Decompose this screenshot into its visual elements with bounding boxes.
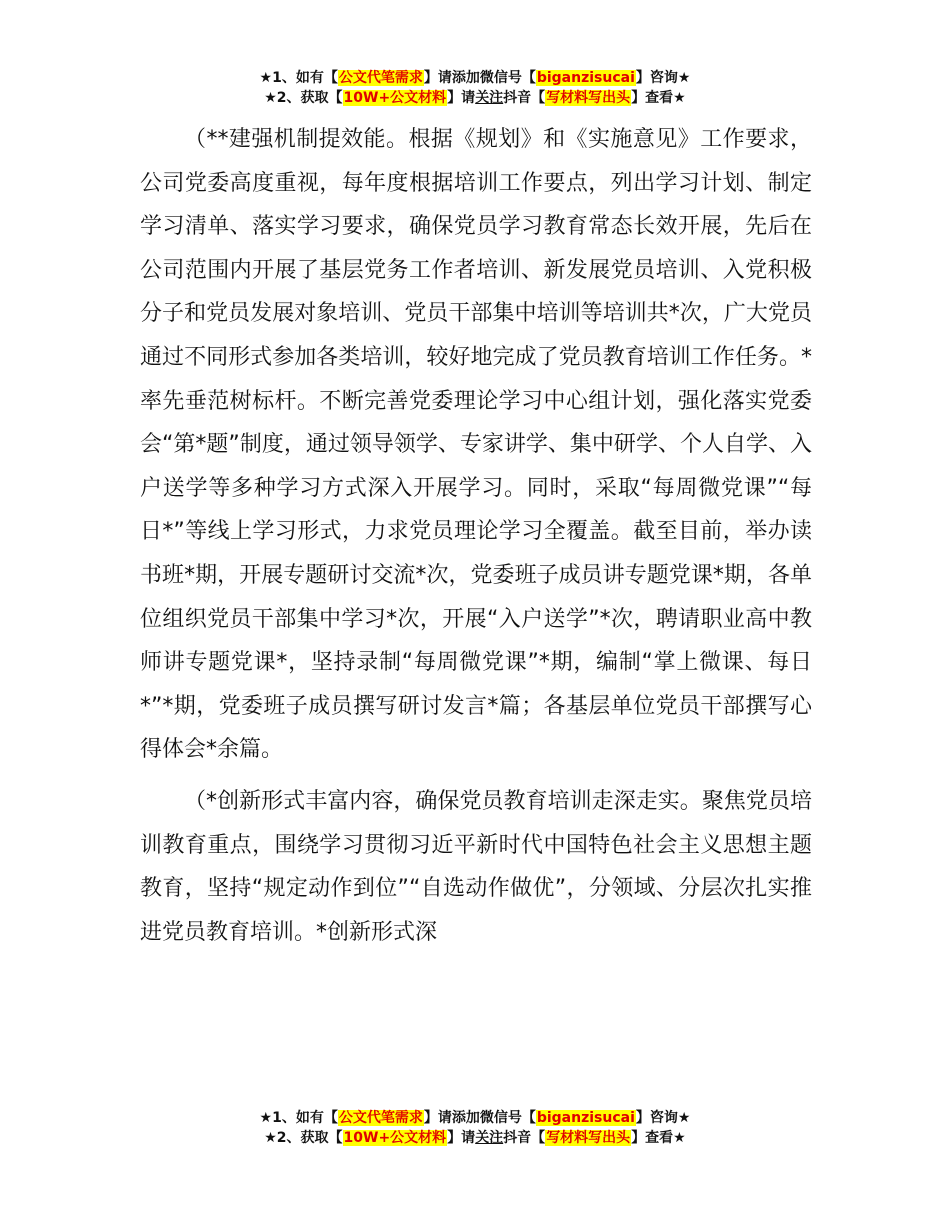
header-line-2-middle-2: 抖音【 — [503, 90, 546, 106]
header-line-2-middle: 】请 — [447, 90, 476, 106]
header-banner — [0, 68, 950, 108]
header-line-1-middle: 】请添加微信号【 — [423, 70, 536, 86]
header-line-1-prefix: ★1、如有【 — [259, 70, 338, 86]
footer-line-1-prefix: ★1、如有【 — [259, 1110, 338, 1126]
header-follow-text: 关注 — [475, 90, 504, 106]
footer-line-2-middle: 】请 — [447, 1130, 476, 1146]
footer-highlight-wechat-id: biganzisucai — [536, 1110, 635, 1126]
header-highlight-service: 公文代笔需求 — [338, 70, 423, 86]
footer-highlight-service: 公文代笔需求 — [338, 1110, 423, 1126]
footer-line-1 — [0, 1108, 950, 1128]
footer-highlight-douyin: 写材料写出头 — [546, 1130, 631, 1146]
footer-line-2-prefix: ★2、获取【 — [264, 1130, 343, 1146]
footer-line-1-suffix: 】咨询★ — [635, 1110, 691, 1126]
footer-line-2-suffix: 】查看★ — [631, 1130, 686, 1146]
footer-line-1-middle: 】请添加微信号【 — [423, 1110, 536, 1126]
document-body — [140, 118, 812, 954]
footer-follow-text: 关注 — [475, 1130, 504, 1146]
header-highlight-materials: 10W+公文材料 — [343, 90, 447, 106]
header-highlight-wechat-id: biganzisucai — [536, 70, 635, 86]
header-highlight-douyin: 写材料写出头 — [546, 90, 631, 106]
footer-line-2-middle-2: 抖音【 — [503, 1130, 546, 1146]
paragraph-2: （*创新形式丰富内容，确保党员教育培训走深走实。聚焦党员培训教育重点，围绕学习贯彻习近平新时代中国特色社会主义思想主题教育，坚持“规定动作到位”“自选动作做优”，分领域、分层次扎实推进党员教育培训。*创新形式深 — [140, 788, 812, 945]
paragraph-1: （**建强机制提效能。根据《规划》和《实施意见》工作要求，公司党委高度重视，每年度根据培训工作要点，列出学习计划、制定学习清单、落实学习要求，确保党员学习教育常态长效开展，先后在公司范围内开展了基层党务工作者培训、新发展党员培训、入党积极分子和党员发展对象培训、党员干部集中培训等培训共*次，广大党员通过不同形式参加各类培训，较好地完成了党员教育培训工作任务。*率先垂范树标杆。不断完善党委理论学习中心组计划，强化落实党委会“第*题”制度，通过领导领学、专家讲学、集中研学、个人自学、入户送学等多种学习方式深入开展学习。同时，采取“每周微党课”“每日*”等线上学习形式，力求党员理论学习全覆盖。截至目前，举办读书班*期，开展专题研讨交流*次，党委班子成员讲专题党课*期，各单位组织党员干部集中学习*次，开展“入户送学”*次，聘请职业高中教师讲专题党课*，坚持录制“每周微党课”*期，编制“掌上微课、每日*”*期，党委班子成员撰写研讨发言*篇；各基层单位党员干部撰写心得体会*余篇。 — [140, 127, 812, 763]
footer-banner — [0, 1108, 950, 1148]
footer-line-2 — [0, 1128, 950, 1148]
header-line-1 — [0, 68, 950, 88]
header-line-2-prefix: ★2、获取【 — [264, 90, 343, 106]
header-line-1-suffix: 】咨询★ — [635, 70, 691, 86]
footer-highlight-materials: 10W+公文材料 — [343, 1130, 447, 1146]
header-line-2-suffix: 】查看★ — [631, 90, 686, 106]
header-line-2 — [0, 88, 950, 108]
